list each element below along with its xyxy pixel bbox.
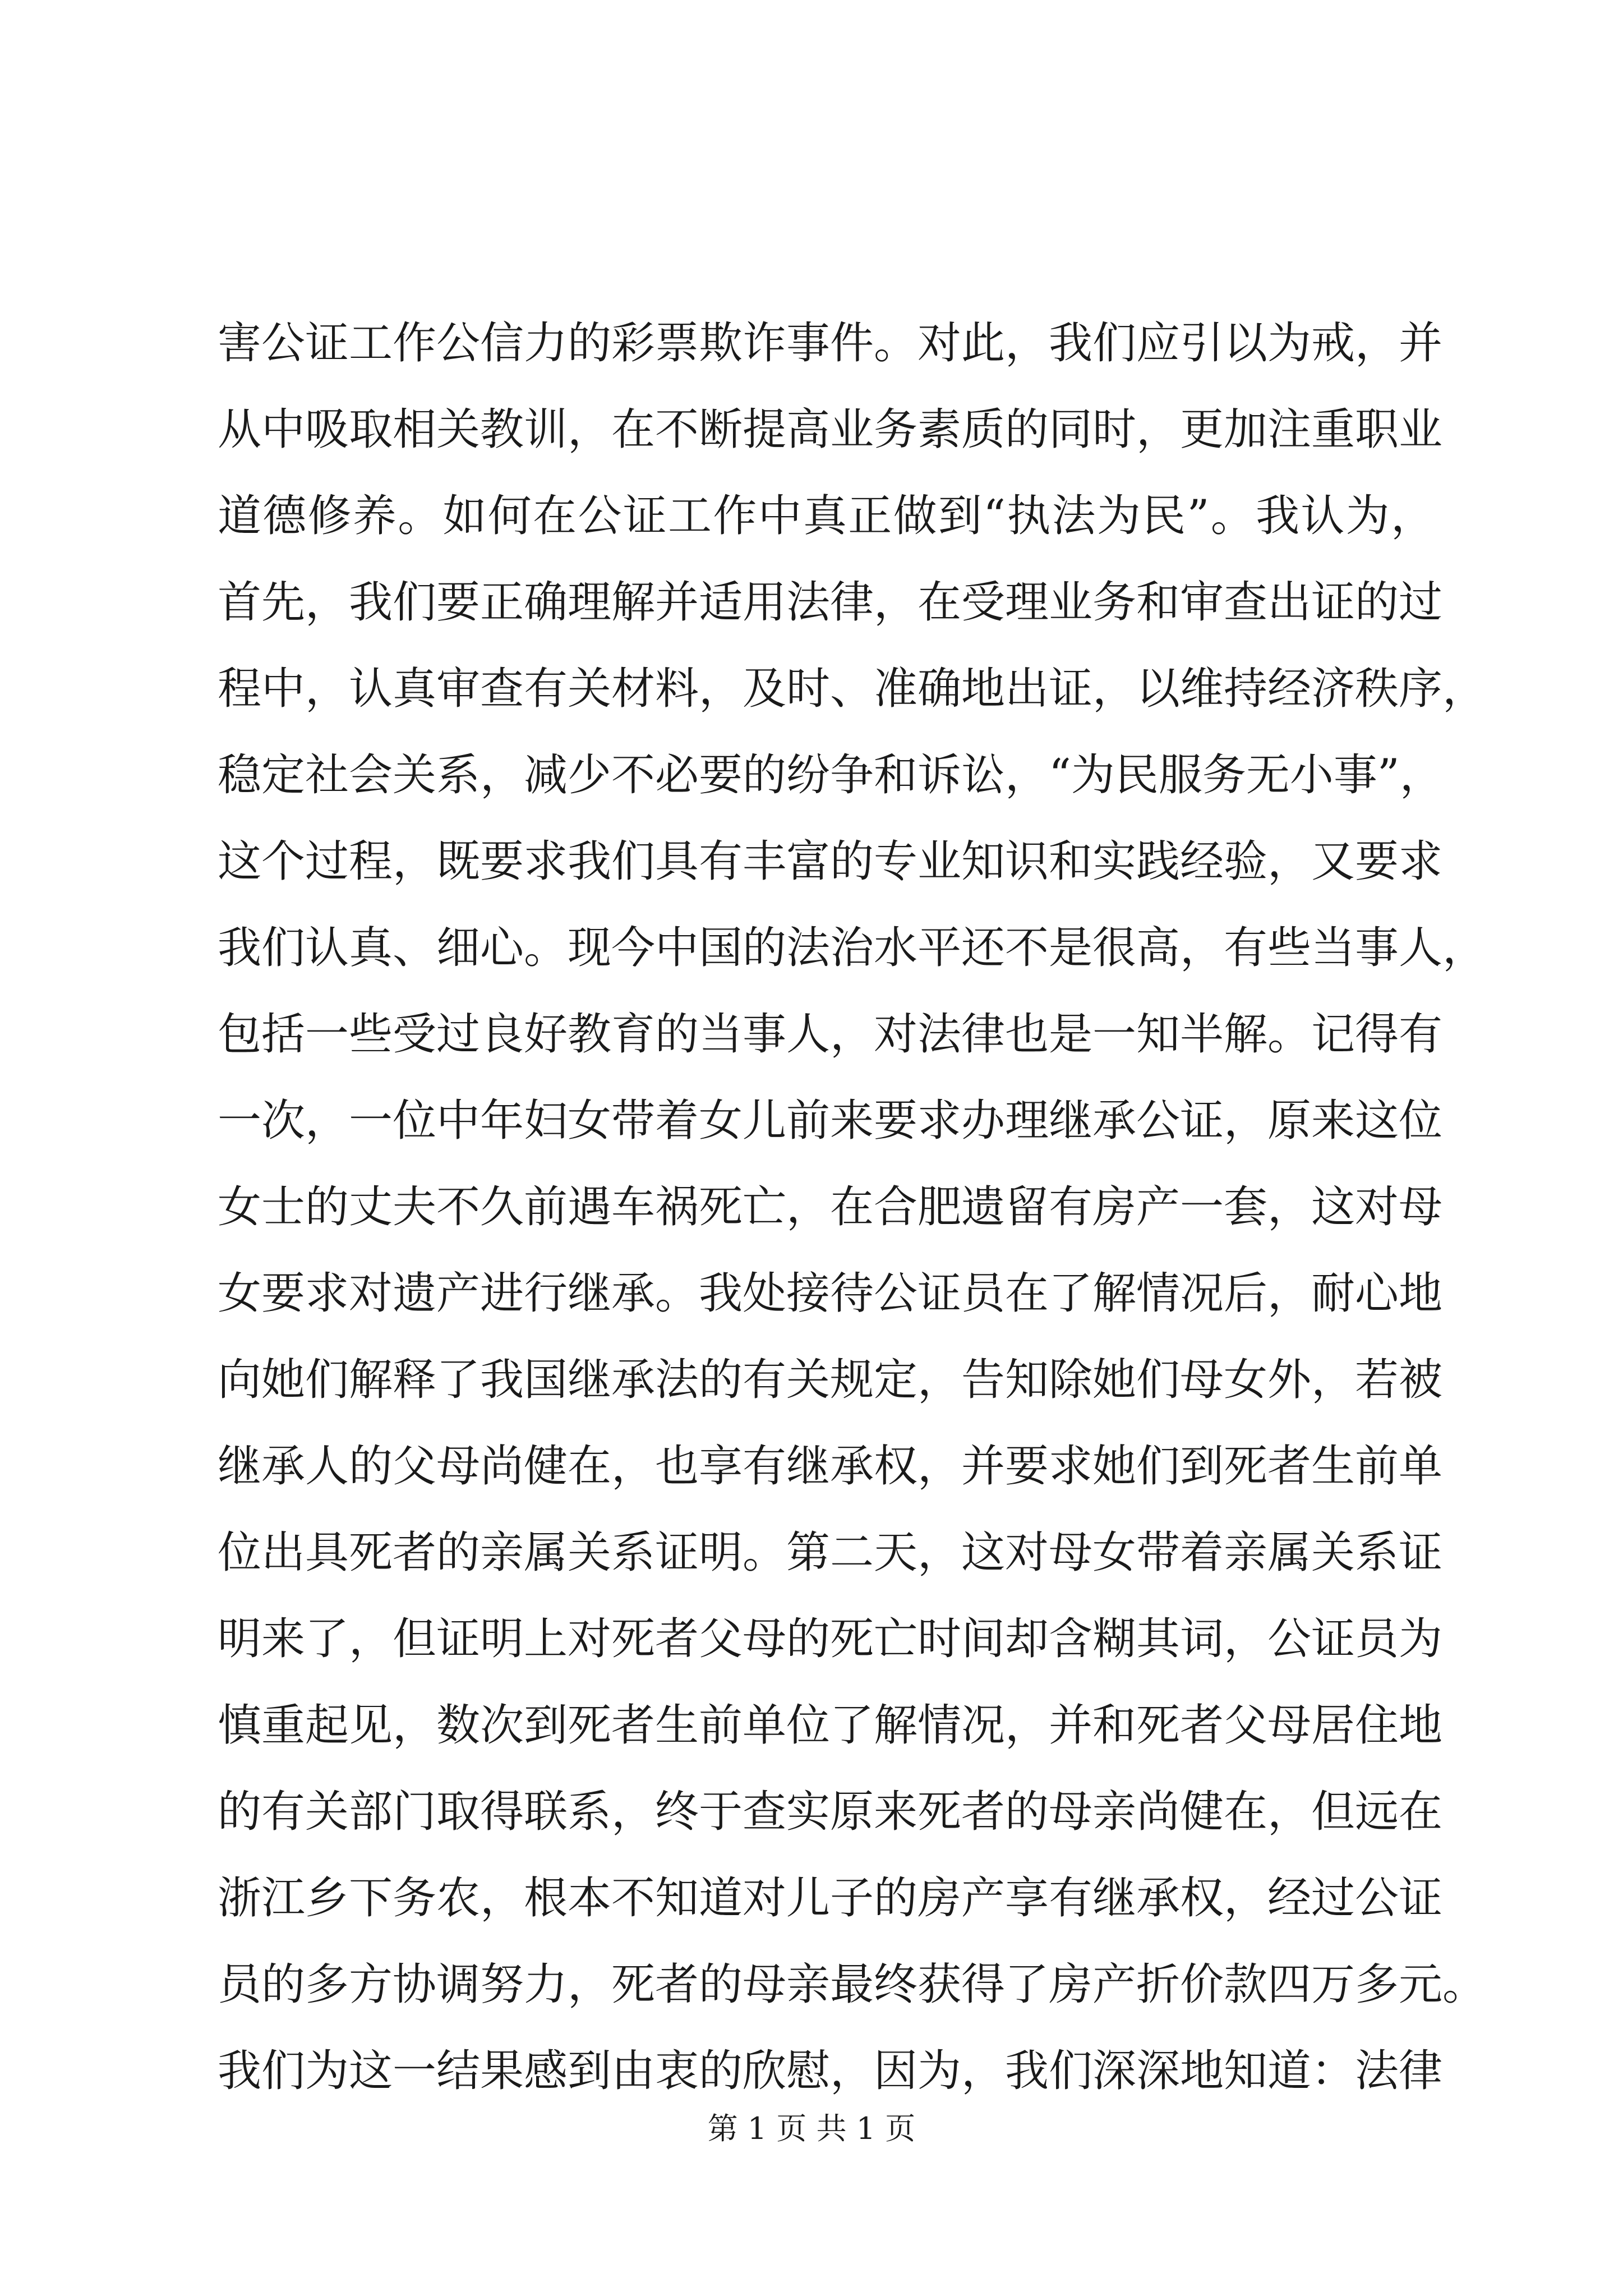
text-line: 我们认真、细心。现今中国的法治水平还不是很高，有些当事人， bbox=[218, 923, 1487, 973]
text-line: 向她们解释了我国继承法的有关规定，告知除她们母女外，若被 bbox=[218, 1355, 1443, 1405]
text-line: 的有关部门取得联系，终于查实原来死者的母亲尚健在，但远在 bbox=[218, 1787, 1443, 1837]
text-line: 明来了，但证明上对死者父母的死亡时间却含糊其词，公证员为 bbox=[218, 1614, 1443, 1664]
text-line: 我们为这一结果感到由衷的欣慰，因为，我们深深地知道：法律 bbox=[218, 2046, 1443, 2096]
text-line: 包括一些受过良好教育的当事人，对法律也是一知半解。记得有 bbox=[218, 1009, 1443, 1060]
text-line: 一次，一位中年妇女带着女儿前来要求办理继承公证，原来这位 bbox=[218, 1096, 1443, 1146]
page-number-label: 第 1 页 共 1 页 bbox=[707, 2111, 916, 2146]
text-line: 道德修养。如何在公证工作中真正做到“执法为民”。我认为， bbox=[218, 491, 1435, 541]
text-line: 浙江乡下务农，根本不知道对儿子的房产享有继承权，经过公证 bbox=[218, 1873, 1443, 1924]
text-line: 害公证工作公信力的彩票欺诈事件。对此，我们应引以为戒，并 bbox=[218, 318, 1443, 369]
text-line: 这个过程，既要求我们具有丰富的专业知识和实践经验，又要求 bbox=[218, 836, 1443, 887]
text-line: 从中吸取相关教训，在不断提高业务素质的同时，更加注重职业 bbox=[218, 404, 1443, 455]
text-line: 女要求对遗产进行继承。我处接待公证员在了解情况后，耐心地 bbox=[218, 1268, 1443, 1319]
text-line: 女士的丈夫不久前遇车祸死亡，在合肥遗留有房产一套，这对母 bbox=[218, 1182, 1443, 1232]
text-line: 位出具死者的亲属关系证明。第二天，这对母女带着亲属关系证 bbox=[218, 1527, 1443, 1578]
text-line: 继承人的父母尚健在，也享有继承权，并要求她们到死者生前单 bbox=[218, 1441, 1443, 1492]
text-line: 员的多方协调努力，死者的母亲最终获得了房产折价款四万多元。 bbox=[218, 1959, 1487, 2010]
text-line: 程中，认真审查有关材料，及时、准确地出证，以维持经济秩序， bbox=[218, 664, 1487, 714]
body-text bbox=[218, 300, 1487, 2114]
text-line: 稳定社会关系，减少不必要的纷争和诉讼，“为民服务无小事”， bbox=[218, 750, 1444, 800]
page-footer bbox=[0, 2109, 1623, 2148]
text-line: 慎重起见，数次到死者生前单位了解情况，并和死者父母居住地 bbox=[218, 1700, 1443, 1751]
text-line: 首先，我们要正确理解并适用法律，在受理业务和审查出证的过 bbox=[218, 577, 1443, 628]
